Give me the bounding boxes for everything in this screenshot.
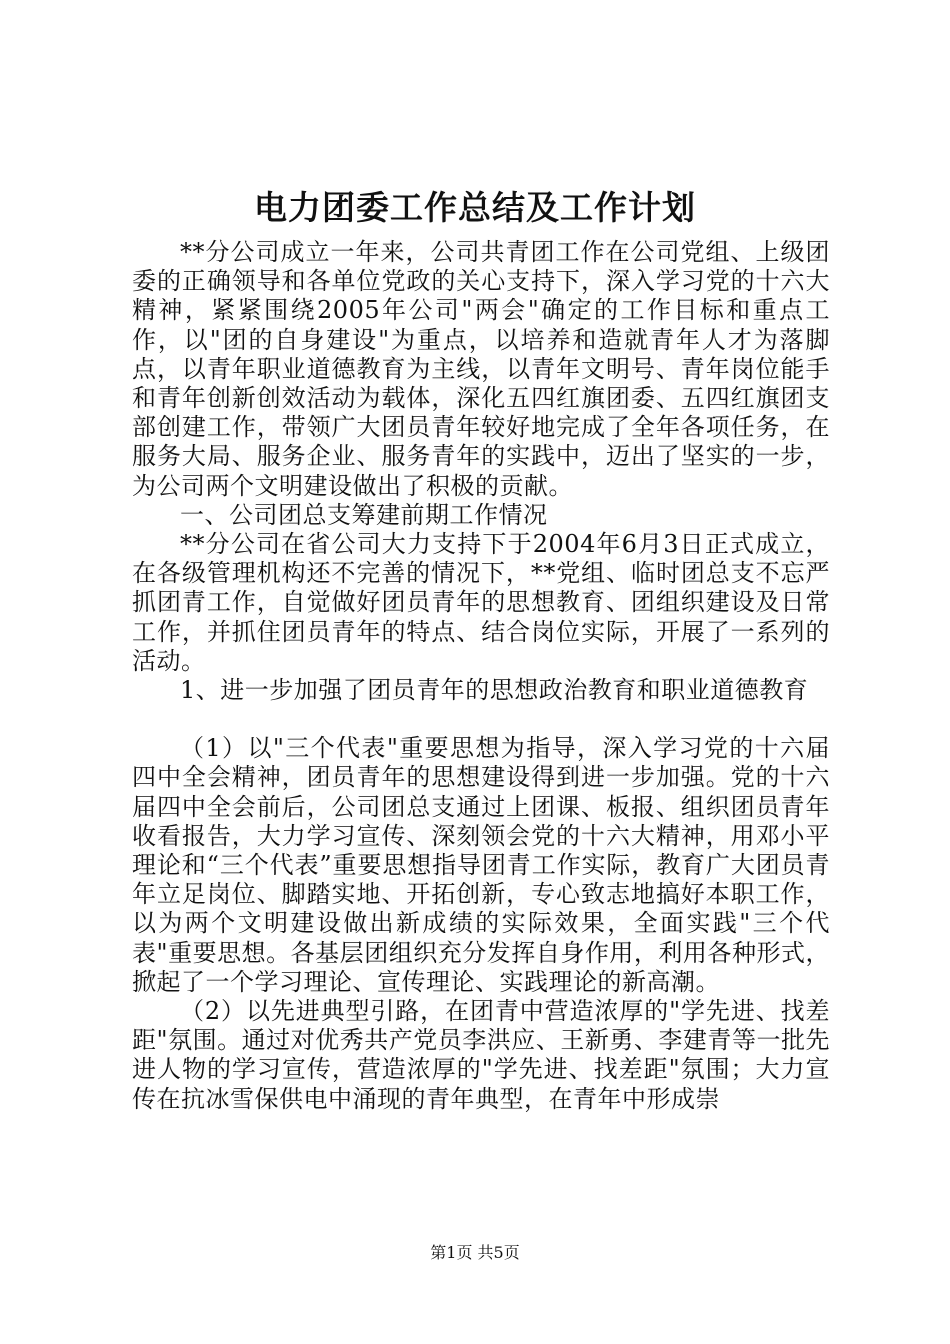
- section-heading-1: 一、公司团总支筹建前期工作情况: [180, 500, 548, 529]
- document-body: [132, 238, 830, 1114]
- paragraph-section-1: **分公司在省公司大力支持下于2004年6月3日正式成立，在各级管理机构还不完善的情况下，**党组、临时团总支不忘严抓团青工作，自觉做好团员青年的思想教育、团组织建设及日常工作，并抓住团员青年的特点、结合岗位实际，开展了一系列的活动。: [132, 530, 830, 675]
- paragraph-spacer: [132, 705, 830, 734]
- paragraph-item-1: （1）以"三个代表"重要思想为指导，深入学习党的十六届四中全会精神，团员青年的思想建设得到进一步加强。党的十六届四中全会前后，公司团总支通过上团课、板报、组织团员青年收看报告，大力学习宣传、深刻领会党的十六大精神，用邓小平理论和“三个代表”重要思想指导团青工作实际，教育广大团员青年立足岗位、脚踏实地、开拓创新，专心致志地搞好本职工作，以为两个文明建设做出新成绩的实际效果，全面实践"三个代表"重要思想。各基层团组织充分发挥自身作用，利用各种形式，掀起了一个学习理论、宣传理论、实践理论的新高潮。: [132, 734, 830, 996]
- document-title: 电力团委工作总结及工作计划: [254, 188, 696, 227]
- paragraph-intro: **分公司成立一年来，公司共青团工作在公司党组、上级团委的正确领导和各单位党政的关心支持下，深入学习党的十六大精神，紧紧围绕2005年公司"两会"确定的工作目标和重点工作，以"团的自身建设"为重点，以培养和造就青年人才为落脚点，以青年职业道德教育为主线，以青年文明号、青年岗位能手和青年创新创效活动为载体，深化五四红旗团委、五四红旗团支部创建工作，带领广大团员青年较好地完成了全年各项任务，在服务大局、服务企业、服务青年的实践中，迈出了坚实的一步，为公司两个文明建设做出了积极的贡献。: [132, 238, 830, 500]
- paragraph-item-2: （2）以先进典型引路，在团青中营造浓厚的"学先进、找差距"氛围。通过对优秀共产党员李洪应、王新勇、李建青等一批先进人物的学习宣传，营造浓厚的"学先进、找差距"氛围；大力宣传在抗冰雪保供电中涌现的青年典型，在青年中形成崇: [132, 997, 830, 1113]
- subsection-heading-1: 1、进一步加强了团员青年的思想政治教育和职业道德教育: [180, 676, 809, 705]
- page-number-footer: 第1页 共5页: [430, 1243, 520, 1262]
